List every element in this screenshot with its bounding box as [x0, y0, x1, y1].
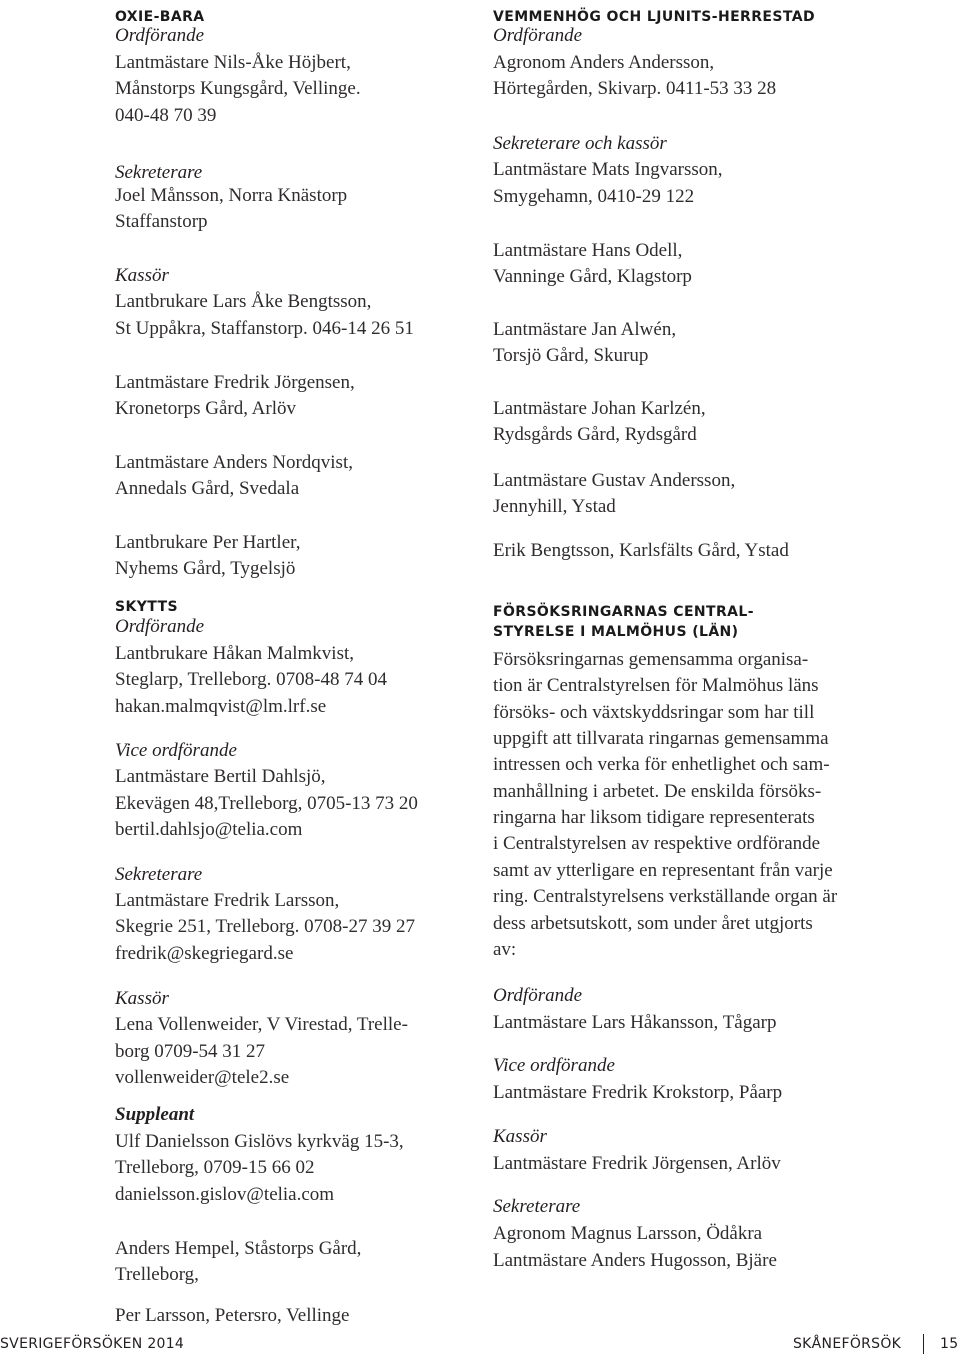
left-column-role-label: Suppleant — [115, 1104, 195, 1125]
right-column-text-line: ringarna har liksom tidigare representerats — [493, 807, 815, 828]
right-column-text-line: manhållning i arbetet. De enskilda försöks- — [493, 781, 822, 802]
left-column-text-line: Ekevägen 48,Trelleborg, 0705-13 73 20 — [115, 793, 418, 814]
right-column-role-label: Vice ordförande — [493, 1055, 615, 1076]
left-column-role-label: Kassör — [115, 988, 169, 1009]
left-column-heading: SKYTTS — [115, 599, 178, 615]
left-column-text-line: Ulf Danielsson Gislövs kyrkväg 15-3, — [115, 1131, 404, 1152]
right-column-text-line: Lantmästare Hans Odell, — [493, 240, 683, 261]
right-column-text-line: Hörtegården, Skivarp. 0411-53 33 28 — [493, 78, 777, 99]
right-column-role-label: Ordförande — [493, 985, 583, 1006]
left-column-role-label: Sekreterare — [115, 864, 203, 885]
right-column-text-line: Lantmästare Fredrik Krokstorp, Påarp — [493, 1082, 783, 1103]
left-column-text-line: hakan.malmqvist@lm.lrf.se — [115, 696, 327, 717]
right-column-text-line: ring. Centralstyrelsens verkställande organ är — [493, 886, 838, 907]
left-column-role-label: Sekreterare — [115, 162, 203, 183]
right-column-text-line: Torsjö Gård, Skurup — [493, 345, 649, 366]
left-column-text-line: Annedals Gård, Svedala — [115, 478, 300, 499]
right-column-text-line: dess arbetsutskott, som under året utgjorts — [493, 913, 813, 934]
right-column-text-line: Lantmästare Jan Alwén, — [493, 319, 677, 340]
left-column-text-line: Trelleborg, 0709-15 66 02 — [115, 1157, 315, 1178]
left-column-heading: OXIE-BARA — [115, 9, 205, 25]
left-column-text-line: Joel Månsson, Norra Knästorp — [115, 185, 348, 206]
right-column-text-line: Vanninge Gård, Klagstorp — [493, 266, 692, 287]
right-column-text-line: Lantmästare Johan Karlzén, — [493, 398, 706, 419]
left-column-text-line: Lantmästare Fredrik Jörgensen, — [115, 372, 355, 393]
left-column-text-line: Lantmästare Nils-Åke Höjbert, — [115, 52, 351, 73]
left-column-text-line: Lantmästare Anders Nordqvist, — [115, 452, 353, 473]
right-column-text-line: Lantmästare Gustav Andersson, — [493, 470, 736, 491]
right-column-text-line: Lantmästare Lars Håkansson, Tågarp — [493, 1012, 777, 1033]
right-column-text-line: intressen och verka för enhetlighet och sam- — [493, 754, 830, 775]
right-column-heading: VEMMENHÖG OCH LJUNITS-HERRESTAD — [493, 9, 815, 25]
right-column-text-line: Jennyhill, Ystad — [493, 496, 616, 517]
left-column-text-line: 040-48 70 39 — [115, 105, 217, 126]
left-column-text-line: vollenweider@tele2.se — [115, 1067, 290, 1088]
right-column-role-label: Ordförande — [493, 25, 583, 46]
right-column-text-line: Agronom Anders Andersson, — [493, 52, 715, 73]
right-column-text-line: i Centralstyrelsen av respektive ordförande — [493, 833, 821, 854]
left-column-text-line: Staffanstorp — [115, 211, 208, 232]
right-column-role-label: Sekreterare och kassör — [493, 133, 667, 154]
footer-publication: SVERIGEFÖRSÖKEN 2014 — [0, 1336, 185, 1352]
left-column-text-line: Lantbrukare Per Hartler, — [115, 532, 301, 553]
right-column-role-label: Sekreterare — [493, 1196, 581, 1217]
right-column-text-line: Rydsgårds Gård, Rydsgård — [493, 424, 697, 445]
left-column-text-line: Trelleborg, — [115, 1264, 199, 1285]
right-column-text-line: Försöksringarnas gemensamma organisa- — [493, 649, 809, 670]
left-column-text-line: Lantmästare Fredrik Larsson, — [115, 890, 340, 911]
left-column-text-line: Lantbrukare Lars Åke Bengtsson, — [115, 291, 372, 312]
left-column-text-line: Kronetorps Gård, Arlöv — [115, 398, 296, 419]
right-column-text-line: av: — [493, 939, 517, 960]
right-column-text-line: tion är Centralstyrelsen för Malmöhus läns — [493, 675, 819, 696]
left-column-text-line: Lena Vollenweider, V Virestad, Trelle- — [115, 1014, 408, 1035]
footer-section: SKÅNEFÖRSÖK — [793, 1336, 902, 1352]
right-column-role-label: Kassör — [493, 1126, 547, 1147]
left-column-text-line: St Uppåkra, Staffanstorp. 046-14 26 51 — [115, 318, 414, 339]
right-column-text-line: försöks- och växtskyddsringar som har till — [493, 702, 815, 723]
right-column-text-line: Lantmästare Fredrik Jörgensen, Arlöv — [493, 1153, 781, 1174]
left-column-role-label: Ordförande — [115, 25, 205, 46]
left-column-text-line: Skegrie 251, Trelleborg. 0708-27 39 27 — [115, 916, 415, 937]
left-column-role-label: Ordförande — [115, 616, 205, 637]
footer-divider — [923, 1334, 924, 1354]
right-column-heading: STYRELSE I MALMÖHUS (LÄN) — [493, 624, 739, 640]
right-column-text-line: uppgift att tillvarata ringarnas gemensamma — [493, 728, 829, 749]
left-column-text-line: Nyhems Gård, Tygelsjö — [115, 558, 296, 579]
left-column-text-line: Steglarp, Trelleborg. 0708-48 74 04 — [115, 669, 387, 690]
left-column-role-label: Vice ordförande — [115, 740, 237, 761]
right-column-text-line: samt av ytterligare en representant från varje — [493, 860, 833, 881]
page-number: 15 — [940, 1336, 959, 1352]
left-column-text-line: fredrik@skegriegard.se — [115, 943, 294, 964]
left-column-text-line: Lantbrukare Håkan Malmkvist, — [115, 643, 355, 664]
right-column-text-line: Lantmästare Mats Ingvarsson, — [493, 159, 723, 180]
left-column-text-line: borg 0709-54 31 27 — [115, 1041, 266, 1062]
left-column-text-line: bertil.dahlsjo@telia.com — [115, 819, 303, 840]
left-column-text-line: danielsson.gislov@telia.com — [115, 1184, 335, 1205]
right-column-text-line: Erik Bengtsson, Karlsfälts Gård, Ystad — [493, 540, 789, 561]
left-column-text-line: Månstorps Kungsgård, Vellinge. — [115, 78, 361, 99]
right-column-text-line: Agronom Magnus Larsson, Ödåkra — [493, 1223, 763, 1244]
left-column-role-label: Kassör — [115, 265, 169, 286]
left-column-text-line: Per Larsson, Petersro, Vellinge — [115, 1305, 350, 1326]
right-column-text-line: Lantmästare Anders Hugosson, Bjäre — [493, 1250, 777, 1271]
right-column-text-line: Smygehamn, 0410-29 122 — [493, 186, 695, 207]
right-column-heading: FÖRSÖKSRINGARNAS CENTRAL- — [493, 604, 754, 620]
left-column-text-line: Lantmästare Bertil Dahlsjö, — [115, 766, 326, 787]
left-column-text-line: Anders Hempel, Ståstorps Gård, — [115, 1238, 362, 1259]
